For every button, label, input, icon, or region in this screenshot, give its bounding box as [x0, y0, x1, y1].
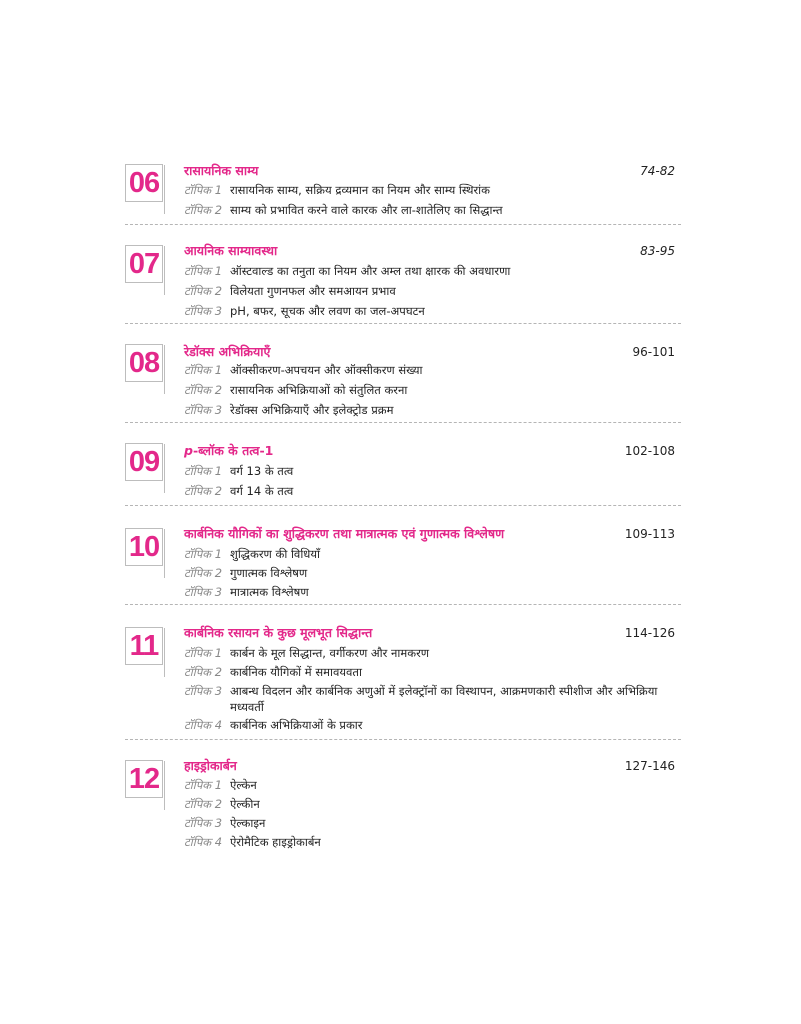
- topic-text: कार्बन के मूल सिद्धान्त, वर्गीकरण और नामकरण: [230, 646, 430, 660]
- topic-text: गुणात्मक विश्लेषण: [230, 566, 308, 580]
- table-of-contents: [125, 158, 681, 852]
- chapter-08: [125, 324, 681, 423]
- topic-item[interactable]: [184, 382, 681, 398]
- topic-item[interactable]: [184, 463, 681, 479]
- topic-text: मात्रात्मक विश्लेषण: [230, 585, 309, 599]
- topic-text: ऑक्सीकरण-अपचयन और ऑक्सीकरण संख्या: [230, 363, 423, 377]
- topic-text: रासायनिक अभिक्रियाओं को संतुलित करना: [230, 383, 408, 397]
- topic-label: टॉपिक 2: [184, 203, 223, 217]
- chapter-pages: 109-113: [624, 527, 675, 541]
- topic-item[interactable]: [184, 182, 681, 198]
- chapter-07: [125, 225, 681, 324]
- topic-text: ऐरोमैटिक हाइड्रोकार्बन: [230, 835, 321, 849]
- topic-label: टॉपिक 3: [184, 304, 223, 318]
- topic-item[interactable]: [184, 717, 681, 733]
- topic-label: टॉपिक 4: [184, 718, 223, 732]
- topic-label: टॉपिक 2: [184, 665, 223, 679]
- topic-item[interactable]: [184, 565, 681, 581]
- chapter-title[interactable]: आयनिक साम्यावस्था: [184, 243, 278, 258]
- chapter-number: 08: [125, 344, 163, 382]
- topic-item[interactable]: [184, 546, 681, 562]
- topic-label: टॉपिक 1: [184, 183, 223, 197]
- topic-label: टॉपिक 2: [184, 797, 223, 811]
- topic-item[interactable]: [184, 834, 681, 850]
- topic-text: pH, बफर, सूचक और लवण का जल-अपघटन: [230, 304, 425, 318]
- topic-text: साम्य को प्रभावित करने वाले कारक और ला-शातेलिए का सिद्धान्त: [230, 203, 503, 217]
- chapter-11: [125, 605, 681, 740]
- chapter-title[interactable]: कार्बनिक रसायन के कुछ मूलभूत सिद्धान्त: [184, 625, 373, 640]
- topic-text: कार्बनिक अभिक्रियाओं के प्रकार: [230, 718, 363, 732]
- topic-label: टॉपिक 1: [184, 264, 223, 278]
- topic-item[interactable]: [184, 283, 681, 299]
- topic-text: रेडॉक्स अभिक्रियाएँ और इलेक्ट्रोड प्रक्रम: [230, 403, 394, 417]
- topic-label: टॉपिक 1: [184, 547, 223, 561]
- topic-label: टॉपिक 4: [184, 835, 223, 849]
- topic-item[interactable]: [184, 777, 681, 793]
- topic-item[interactable]: [184, 664, 681, 680]
- topic-text: ऐल्कीन: [230, 797, 260, 811]
- topic-label: टॉपिक 3: [184, 585, 223, 599]
- chapter-number: 09: [125, 443, 163, 481]
- topic-item[interactable]: [184, 202, 681, 218]
- chapter-title[interactable]: कार्बनिक यौगिकों का शुद्धिकरण तथा मात्रात्मक एवं गुणात्मक विश्लेषण: [184, 526, 505, 541]
- topic-item[interactable]: [184, 683, 681, 715]
- chapter-09: [125, 423, 681, 506]
- topic-label: टॉपिक 2: [184, 383, 223, 397]
- chapter-pages: 74-82: [640, 164, 675, 178]
- topic-text: विलेयता गुणनफल और समआयन प्रभाव: [230, 284, 396, 298]
- chapter-10: [125, 506, 681, 605]
- topic-item[interactable]: [184, 584, 681, 600]
- topic-text: कार्बनिक यौगिकों में समावयवता: [230, 665, 362, 679]
- topic-label: टॉपिक 3: [184, 816, 223, 830]
- topic-text: ऑस्टवाल्ड का तनुता का नियम और अम्ल तथा क्षारक की अवधारणा: [230, 264, 511, 278]
- chapter-title-prefix: p: [184, 443, 193, 458]
- topic-label: टॉपिक 3: [184, 403, 223, 417]
- topic-text: शुद्धिकरण की विधियाँ: [230, 547, 321, 561]
- topic-label: टॉपिक 2: [184, 484, 223, 498]
- chapter-number: 12: [125, 760, 163, 798]
- topic-text: वर्ग 13 के तत्व: [230, 464, 294, 478]
- topic-item[interactable]: [184, 263, 681, 279]
- topic-item[interactable]: [184, 483, 681, 499]
- topic-item[interactable]: [184, 402, 681, 418]
- chapter-pages: 114-126: [624, 626, 675, 640]
- chapter-title[interactable]: रासायनिक साम्य: [184, 163, 259, 178]
- chapter-pages: 102-108: [624, 444, 675, 458]
- topic-item[interactable]: [184, 645, 681, 661]
- chapter-title-text: -ब्लॉक के तत्व-1: [192, 443, 274, 458]
- chapter-number: 10: [125, 528, 163, 566]
- chapter-title[interactable]: [184, 443, 273, 459]
- topic-text: वर्ग 14 के तत्व: [230, 484, 294, 498]
- topic-label: टॉपिक 1: [184, 646, 223, 660]
- topic-label: टॉपिक 3: [184, 684, 223, 698]
- topic-label: टॉपिक 1: [184, 778, 223, 792]
- chapter-title[interactable]: रेडॉक्स अभिक्रियाएँ: [184, 344, 271, 359]
- chapter-number: 11: [125, 627, 163, 665]
- chapter-number: 06: [125, 164, 163, 202]
- chapter-06: [125, 158, 681, 225]
- topic-text: रासायनिक साम्य, सक्रिय द्रव्यमान का नियम और साम्य स्थिरांक: [230, 183, 490, 197]
- topic-label: टॉपिक 1: [184, 363, 223, 377]
- chapter-pages: 83-95: [640, 244, 675, 258]
- chapter-title[interactable]: हाइड्रोकार्बन: [184, 758, 237, 773]
- topic-item[interactable]: [184, 303, 681, 319]
- topic-item[interactable]: [184, 796, 681, 812]
- chapter-12: [125, 740, 681, 852]
- topic-item[interactable]: [184, 362, 681, 378]
- topic-label: टॉपिक 2: [184, 284, 223, 298]
- topic-text: ऐल्केन: [230, 778, 257, 792]
- topic-text: आबन्ध विदलन और कार्बनिक अणुओं में इलेक्ट्रॉनों का विस्थापन, आक्रमणकारी स्पीशीज और अभिक्रिया मध्यवर्ती: [230, 684, 658, 714]
- topic-text: ऐल्काइन: [230, 816, 266, 830]
- topic-item[interactable]: [184, 815, 681, 831]
- topic-label: टॉपिक 1: [184, 464, 223, 478]
- chapter-number: 07: [125, 245, 163, 283]
- chapter-pages: 127-146: [624, 759, 675, 773]
- chapter-pages: 96-101: [632, 345, 675, 359]
- topic-label: टॉपिक 2: [184, 566, 223, 580]
